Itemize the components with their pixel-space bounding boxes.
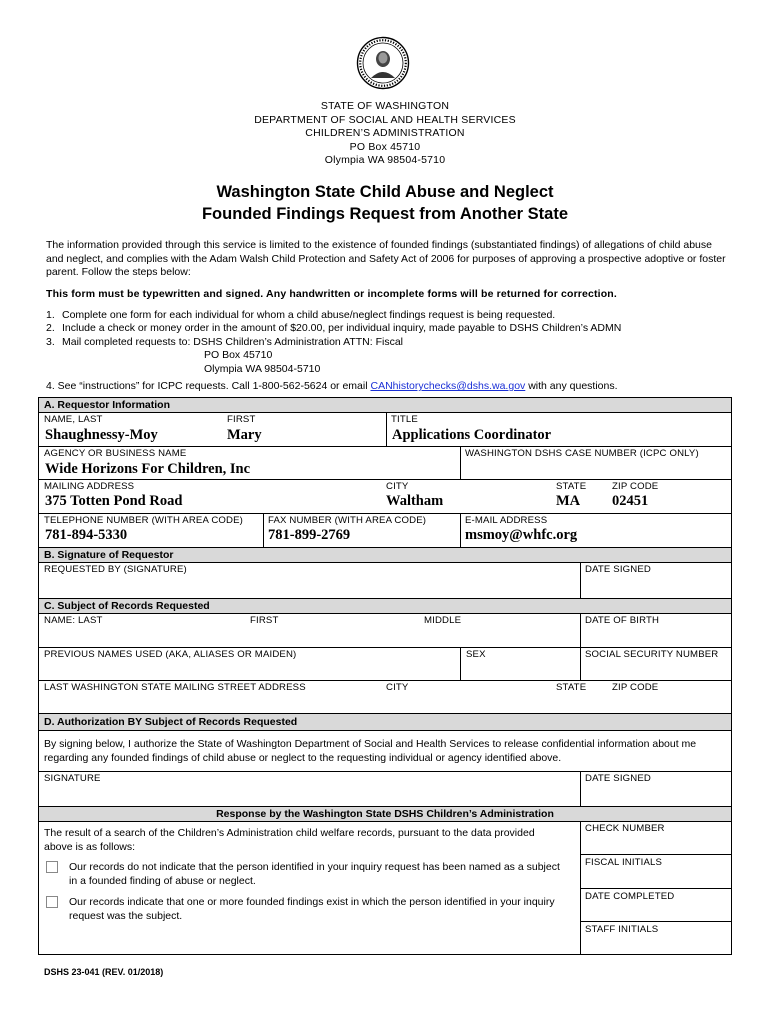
- authorization-text: By signing below, I authorize the State of Washington Department of Social and Health Services to release confidential information about me regarding any founded findings of child abuse or neglect to the requesting individual or agency identified above.: [44, 738, 697, 764]
- subject-zip-label: ZIP CODE: [612, 682, 659, 693]
- step-1-number: 1.: [46, 309, 55, 321]
- requestor-title-label: TITLE: [391, 414, 418, 425]
- findings-exist-text: Our records indicate that one or more founded findings exist in which the person identified in your inquiry request was the subject.: [69, 896, 555, 922]
- subject-last-name-label: NAME: LAST: [44, 615, 103, 626]
- email-link[interactable]: CANhistorychecks@dshs.wa.gov: [370, 380, 526, 392]
- case-number-label: WASHINGTON DSHS CASE NUMBER (ICPC ONLY): [465, 448, 699, 459]
- section-b-heading: B. Signature of Requestor: [39, 548, 731, 562]
- step-4-suffix: with any questions.: [525, 380, 618, 392]
- form-title: [0, 181, 770, 225]
- step-4: [46, 380, 736, 392]
- subject-dob-label: DATE OF BIRTH: [585, 615, 660, 626]
- step-3-number: 3.: [46, 335, 55, 348]
- mailing-address-field[interactable]: 375 Totten Pond Road: [45, 493, 183, 509]
- request-form: [38, 397, 732, 955]
- telephone-field[interactable]: 781-894-5330: [45, 527, 128, 543]
- agency-header: [0, 100, 770, 168]
- requestor-date-signed-label: DATE SIGNED: [585, 564, 651, 575]
- subject-date-signed-label: DATE SIGNED: [585, 773, 651, 784]
- section-d-heading: D. Authorization BY Subject of Records Requested: [39, 714, 731, 730]
- requestor-last-name-field[interactable]: Shaughnessy-Moy: [45, 427, 158, 443]
- agency-line-administration: CHILDREN’S ADMINISTRATION: [305, 127, 465, 140]
- form-title-line2: Founded Findings Request from Another State: [201, 205, 569, 223]
- mailing-address-label: MAILING ADDRESS: [44, 481, 135, 492]
- response-intro: The result of a search of the Children’s Administration child welfare records, pursuant to the data provided above is as follows:: [44, 827, 535, 853]
- subject-signature-label: SIGNATURE: [44, 773, 101, 784]
- fax-label: FAX NUMBER (WITH AREA CODE): [268, 515, 427, 526]
- date-completed-label: DATE COMPLETED: [585, 891, 675, 902]
- section-a-heading: A. Requestor Information: [39, 398, 731, 412]
- check-number-label: CHECK NUMBER: [585, 823, 665, 834]
- city-label: CITY: [386, 481, 409, 492]
- typewritten-warning: This form must be typewritten and signed. Any handwritten or incomplete forms will be returned for correction.: [46, 288, 617, 300]
- subject-sex-label: SEX: [466, 649, 486, 660]
- form-number-footer: DSHS 23-041 (REV. 01/2018): [44, 967, 164, 977]
- requestor-title-field[interactable]: Applications Coordinator: [392, 427, 552, 443]
- agency-name-field[interactable]: Wide Horizons For Children, Inc: [45, 461, 251, 477]
- no-findings-text: Our records do not indicate that the person identified in your inquiry request has been named as a subject in a founded finding of abuse or neglect.: [69, 861, 560, 887]
- zip-label: ZIP CODE: [612, 481, 659, 492]
- step-3-address-city: Olympia WA 98504-5710: [204, 362, 321, 375]
- agency-line-city: Olympia WA 98504-5710: [324, 154, 446, 167]
- email-label: E-MAIL ADDRESS: [465, 515, 548, 526]
- step-3-address-pobox: PO Box 45710: [204, 349, 273, 362]
- state-field[interactable]: MA: [556, 493, 581, 509]
- agency-name-label: AGENCY OR BUSINESS NAME: [44, 448, 187, 459]
- city-field[interactable]: Waltham: [386, 493, 444, 509]
- requested-by-label: REQUESTED BY (SIGNATURE): [44, 564, 187, 575]
- fax-field[interactable]: 781-899-2769: [268, 527, 351, 543]
- requestor-last-name-label: NAME, LAST: [44, 414, 103, 425]
- intro-paragraph: The information provided through this service is limited to the existence of founded findings (substantiated findings) of allegations of child abuse and neglect, and complies with the Adam Walsh Child Protection and Safety Act of 2006 for purposes of approving a prospective adoptive or foster parent. Follow the steps below:: [46, 239, 726, 279]
- requestor-first-name-field[interactable]: Mary: [227, 427, 262, 443]
- email-field[interactable]: msmoy@whfc.org: [465, 527, 578, 543]
- zip-field[interactable]: 02451: [612, 493, 649, 509]
- agency-line-department: DEPARTMENT OF SOCIAL AND HEALTH SERVICES: [254, 113, 516, 126]
- step-2-text: Include a check or money order in the amount of $20.00, per individual inquiry, made payable to DSHS Children’s ADMN: [62, 322, 622, 335]
- step-2: [46, 322, 736, 335]
- subject-middle-name-label: MIDDLE: [424, 615, 462, 626]
- subject-first-name-label: FIRST: [250, 615, 279, 626]
- response-heading: Response by the Washington State DSHS Children’s Administration: [39, 807, 731, 821]
- requestor-first-name-label: FIRST: [227, 414, 256, 425]
- subject-city-label: CITY: [386, 682, 409, 693]
- step-1: [46, 309, 736, 322]
- findings-exist-checkbox[interactable]: [46, 896, 58, 908]
- instruction-steps: [46, 309, 736, 376]
- previous-names-label: PREVIOUS NAMES USED (AKA, ALIASES OR MAIDEN): [44, 649, 297, 660]
- step-2-number: 2.: [46, 322, 55, 335]
- subject-ssn-label: SOCIAL SECURITY NUMBER: [585, 649, 719, 660]
- step-4-text: 4. See “instructions” for ICPC requests. Call 1-800-562-5624 or email: [46, 380, 371, 392]
- agency-line-pobox: PO Box 45710: [349, 140, 421, 153]
- fiscal-initials-label: FISCAL INITIALS: [585, 857, 663, 868]
- telephone-label: TELEPHONE NUMBER (WITH AREA CODE): [44, 515, 243, 526]
- step-3-text: Mail completed requests to: DSHS Children’s Administration ATTN: Fiscal: [62, 335, 403, 348]
- section-c-heading: C. Subject of Records Requested: [39, 599, 731, 613]
- state-label: STATE: [556, 481, 587, 492]
- staff-initials-label: STAFF INITIALS: [585, 924, 659, 935]
- step-3: [46, 336, 736, 349]
- step-1-text: Complete one form for each individual for whom a child abuse/neglect findings request is being requested.: [62, 309, 556, 321]
- agency-line-state: STATE OF WASHINGTON: [320, 100, 450, 112]
- form-title-line1: Washington State Child Abuse and Neglect: [216, 183, 554, 201]
- last-wa-address-label: LAST WASHINGTON STATE MAILING STREET ADDRESS: [44, 682, 306, 693]
- no-findings-checkbox[interactable]: [46, 861, 58, 873]
- subject-state-label: STATE: [556, 682, 587, 693]
- state-seal-icon: [356, 36, 410, 90]
